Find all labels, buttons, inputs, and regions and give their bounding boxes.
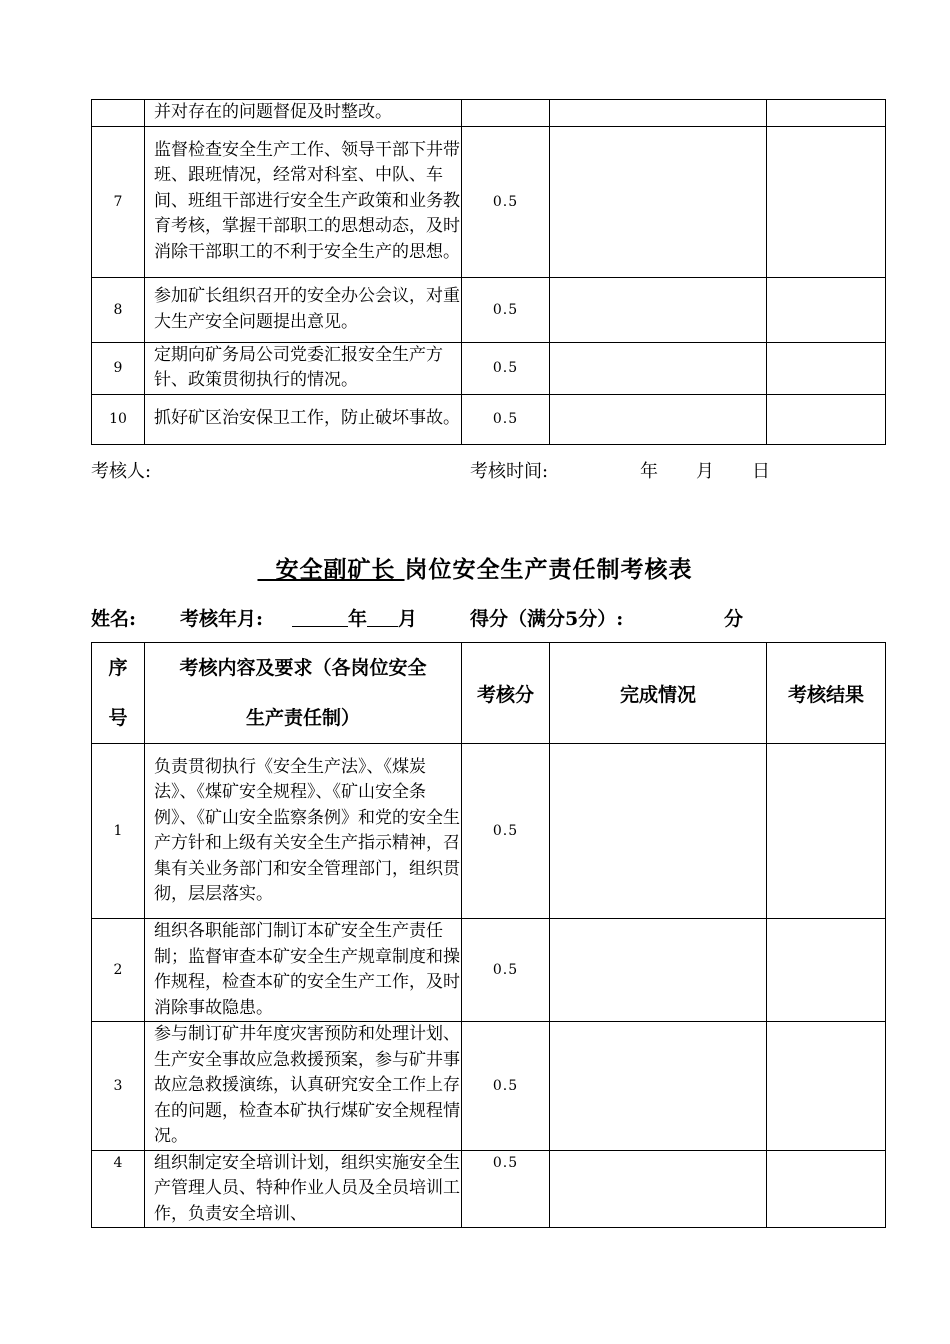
assessment-month-label: 考核年月: [180, 608, 264, 630]
row-number: 7 [92, 126, 145, 277]
row-score [462, 100, 550, 127]
row-score: 0.5 [462, 277, 550, 342]
year-label: 年 [640, 461, 658, 482]
table-row [92, 744, 886, 919]
row-number: 1 [92, 744, 145, 919]
status-cell [550, 1022, 767, 1151]
row-content: 负责贯彻执行《安全生产法》、《煤炭法》、《煤矿安全规程》、《矿山安全条例》、《矿山安全监察条例》和党的安全生产方针和上级有关安全生产指示精神，召集有关业务部门和安全管理部门，组织贯彻，层层落实。 [145, 744, 462, 919]
year-blank[interactable] [292, 606, 348, 627]
row-content: 参与制订矿井年度灾害预防和处理计划、生产安全事故应急救援预案，参与矿井事故应急救援演练，认真研究安全工作上存在的问题，检查本矿执行煤矿安全规程情况。 [145, 1022, 462, 1151]
assessment-table [91, 642, 886, 1228]
result-cell [767, 744, 886, 919]
row-number: 3 [92, 1022, 145, 1151]
status-cell [550, 394, 767, 444]
table-row [92, 1150, 886, 1228]
row-content: 组织各职能部门制订本矿安全生产责任制；监督审查本矿安全生产规章制度和操作规程，检查本矿的安全生产工作，及时消除事故隐患。 [145, 919, 462, 1022]
row-content: 监督检查安全生产工作、领导干部下井带班、跟班情况，经常对科室、中队、车间、班组干部进行安全生产政策和业务教育考核，掌握干部职工的思想动态，及时消除干部职工的不利于安全生产的思想。 [145, 126, 462, 277]
table-row [92, 126, 886, 277]
header-result: 考核结果 [767, 643, 886, 744]
row-number: 2 [92, 919, 145, 1022]
year-unit: 年 [348, 608, 368, 630]
result-cell [767, 1150, 886, 1228]
status-cell [550, 744, 767, 919]
assessor-label: 考核人: [91, 461, 152, 482]
month-unit: 月 [398, 608, 418, 630]
header-score: 考核分 [462, 643, 550, 744]
result-cell [767, 1022, 886, 1151]
table-row [92, 1022, 886, 1151]
row-number: 8 [92, 277, 145, 342]
status-cell [550, 277, 767, 342]
table-header-row [92, 643, 886, 744]
status-cell [550, 100, 767, 127]
status-cell [550, 342, 767, 394]
result-cell [767, 100, 886, 127]
row-score: 0.5 [462, 1150, 550, 1228]
header-content: 考核内容及要求（各岗位安全 生产责任制） [145, 643, 462, 744]
header-status: 完成情况 [550, 643, 767, 744]
title-text: 岗位安全生产责任制考核表 [404, 556, 693, 583]
score-unit: 分 [724, 608, 744, 630]
table-row [92, 394, 886, 444]
title-position-underlined: 安全副矿长 [275, 556, 396, 583]
result-cell [767, 919, 886, 1022]
row-score: 0.5 [462, 126, 550, 277]
result-cell [767, 277, 886, 342]
result-cell [767, 126, 886, 277]
responsibility-table-continued [91, 99, 886, 445]
row-number [92, 100, 145, 127]
status-cell [550, 1150, 767, 1228]
result-cell [767, 342, 886, 394]
row-content: 抓好矿区治安保卫工作，防止破坏事故。 [145, 394, 462, 444]
row-score: 0.5 [462, 394, 550, 444]
row-content: 参加矿长组织召开的安全办公会议，对重大生产安全问题提出意见。 [145, 277, 462, 342]
month-label: 月 [696, 461, 714, 482]
table-row [92, 919, 886, 1022]
table-row [92, 342, 886, 394]
row-content: 并对存在的问题督促及时整改。 [145, 100, 462, 127]
header-number: 序 号 [92, 643, 145, 744]
month-blank[interactable] [367, 606, 398, 627]
form-title [0, 551, 950, 584]
row-content: 定期向矿务局公司党委汇报安全生产方针、政策贯彻执行的情况。 [145, 342, 462, 394]
row-content: 组织制定安全培训计划，组织实施安全生产管理人员、特种作业人员及全员培训工作，负责安全培训、 [145, 1150, 462, 1228]
score-label: 得分（满分5分）: [470, 608, 624, 630]
name-label: 姓名: [91, 608, 137, 630]
status-cell [550, 919, 767, 1022]
row-number: 4 [92, 1150, 145, 1228]
day-label: 日 [752, 461, 770, 482]
year-field [292, 604, 417, 631]
row-score: 0.5 [462, 744, 550, 919]
result-cell [767, 394, 886, 444]
row-score: 0.5 [462, 342, 550, 394]
table-row [92, 277, 886, 342]
row-number: 10 [92, 394, 145, 444]
row-score: 0.5 [462, 1022, 550, 1151]
status-cell [550, 126, 767, 277]
table-row [92, 100, 886, 127]
assessment-time-label: 考核时间: [470, 461, 549, 482]
row-score: 0.5 [462, 919, 550, 1022]
row-number: 9 [92, 342, 145, 394]
